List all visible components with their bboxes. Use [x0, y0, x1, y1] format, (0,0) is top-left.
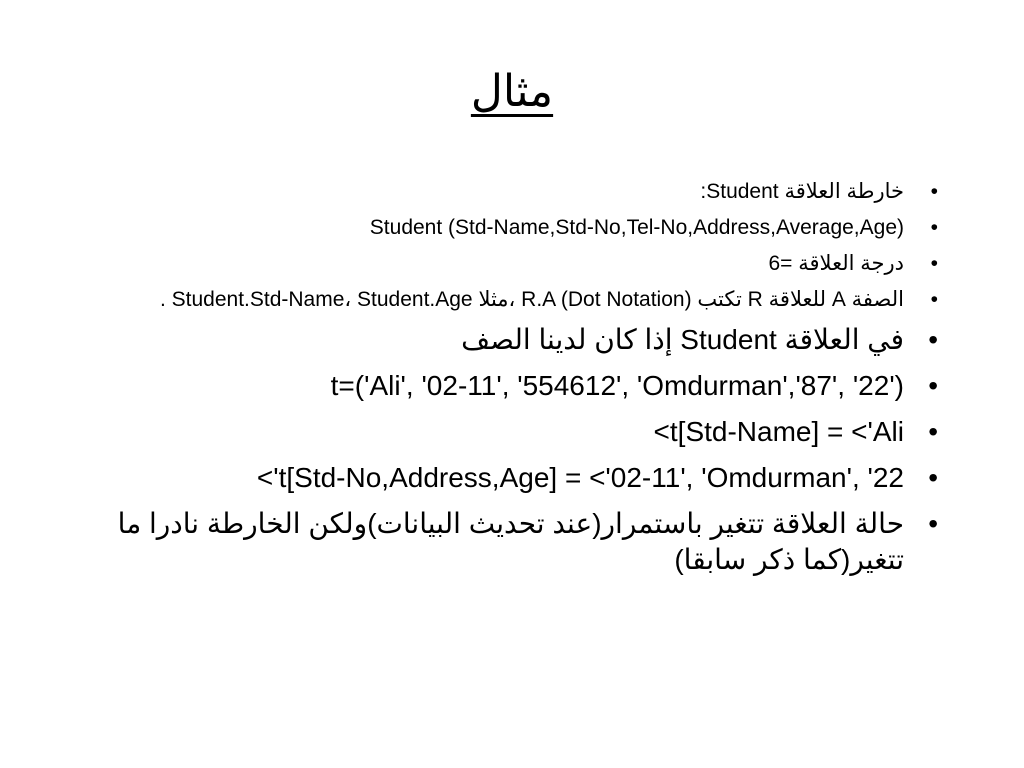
bullet-tuple-intro: • في العلاقة Student إذا كان لدينا الصف — [110, 322, 952, 358]
bullet-tuple-value: • t=('Ali', '02-11', '554612', 'Omdurman','87', '22') — [110, 368, 952, 404]
bullet-relation-state: • حالة العلاقة تتغير باستمرار(عند تحديث البيانات)ولكن الخارطة نادرا ما تتغير(كما ذكر سابقا) — [110, 506, 952, 578]
bullet-dot-notation: • الصفة A للعلاقة R تكتب R.A (Dot Notation) ،مثلا Student.Std-Name، Student.Age . — [110, 286, 952, 314]
bullet-tuple-name-projection: • t[Std-Name] = <'Ali> — [110, 414, 952, 450]
bullet-relation-schema: • خارطة العلاقة Student: — [110, 178, 952, 206]
slide-title-text: مثال — [470, 67, 554, 116]
slide-title — [0, 62, 1024, 122]
bullet-relation-degree: • درجة العلاقة =6 — [110, 250, 952, 278]
bullet-tuple-multi-projection: • t[Std-No,Address,Age] = <'02-11', 'Omdurman', '22'> — [110, 460, 952, 496]
bullet-schema-definition: • Student (Std-Name,Std-No,Tel-No,Address,Average,Age) — [110, 214, 952, 242]
bullet-list — [110, 178, 952, 588]
